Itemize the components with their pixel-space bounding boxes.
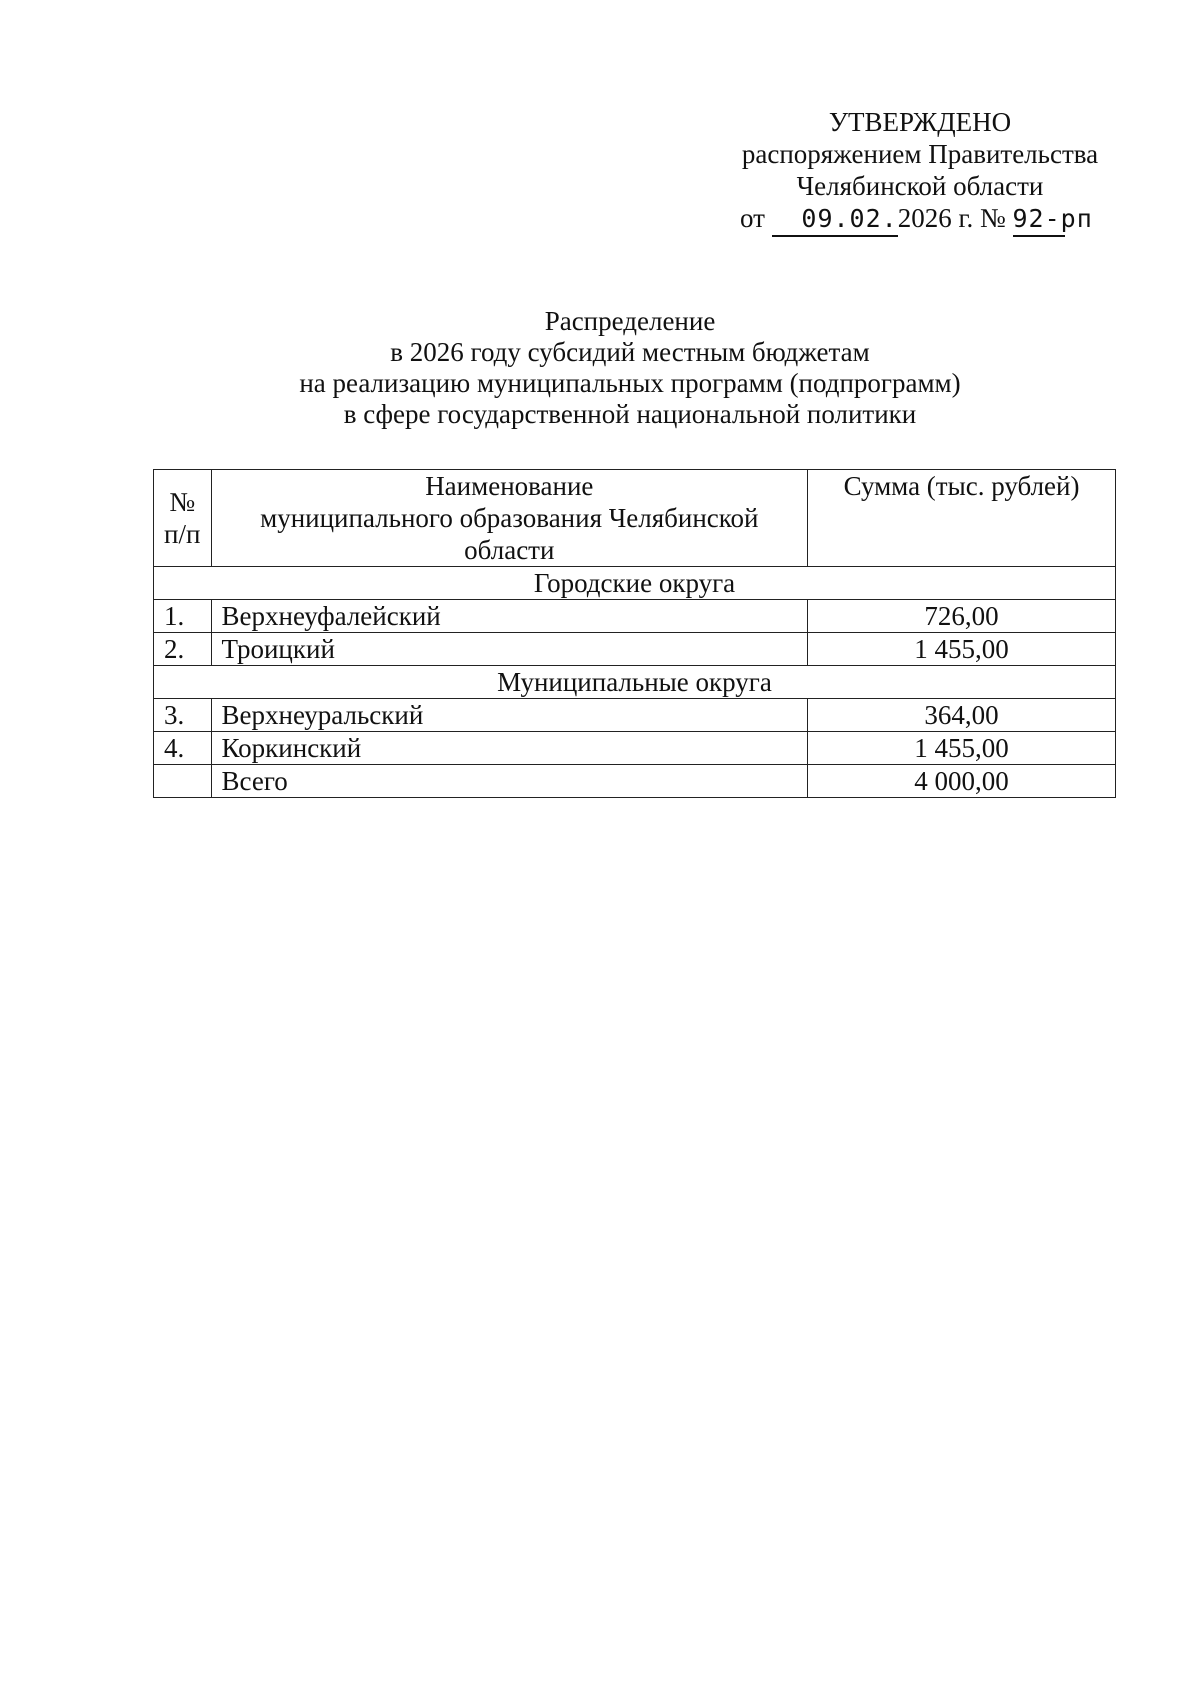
row-sum: 1 455,00 xyxy=(808,633,1116,666)
approval-heading: УТВЕРЖДЕНО xyxy=(828,107,1012,137)
table-row xyxy=(154,600,1116,633)
approval-line-1: распоряжением Правительства xyxy=(741,139,1099,169)
header-name-line-3: области xyxy=(464,535,555,565)
date-prefix: от xyxy=(740,203,765,233)
header-name-line-1: Наименование xyxy=(425,471,594,501)
distribution-table xyxy=(153,469,1116,798)
row-sum: 1 455,00 xyxy=(808,732,1116,765)
table-row xyxy=(154,633,1116,666)
row-sum: 726,00 xyxy=(808,600,1116,633)
title-line-2: в 2026 году субсидий местным бюджетам xyxy=(390,337,870,367)
year-text: 2026 г. № xyxy=(897,203,1006,233)
total-label: Всего xyxy=(211,765,808,798)
header-name-line-2: муниципального образования Челябинской xyxy=(260,503,759,533)
row-name: Верхнеуральский xyxy=(211,699,808,732)
table-header-row xyxy=(154,470,1116,567)
title-line-1: Распределение xyxy=(544,306,716,336)
table-row xyxy=(154,732,1116,765)
total-row xyxy=(154,765,1116,798)
row-name: Коркинский xyxy=(211,732,808,765)
approval-date-line xyxy=(700,202,1140,237)
date-value: 09.02. xyxy=(801,204,898,233)
row-name: Троицкий xyxy=(211,633,808,666)
total-sum: 4 000,00 xyxy=(808,765,1116,798)
header-number-line-2: п/п xyxy=(164,519,201,549)
table-row xyxy=(154,699,1116,732)
row-number: 3. xyxy=(154,699,212,732)
approval-line-2: Челябинской области xyxy=(796,171,1044,201)
row-number: 1. xyxy=(154,600,212,633)
total-number xyxy=(154,765,212,798)
header-sum: Сумма (тыс. рублей) xyxy=(808,470,1116,567)
number-field xyxy=(1012,202,1093,237)
section-row xyxy=(154,567,1116,600)
header-name xyxy=(211,470,808,567)
section-title: Городские округа xyxy=(154,567,1116,600)
header-number-line-1: № xyxy=(169,487,196,517)
section-title: Муниципальные округа xyxy=(154,666,1116,699)
row-name: Верхнеуфалейский xyxy=(211,600,808,633)
row-sum: 364,00 xyxy=(808,699,1116,732)
approval-stamp xyxy=(700,106,1140,237)
document-title xyxy=(150,306,1110,430)
title-line-3: на реализацию муниципальных программ (подпрограмм) xyxy=(299,368,961,398)
row-number: 2. xyxy=(154,633,212,666)
row-number: 4. xyxy=(154,732,212,765)
number-value: 92-рп xyxy=(1012,204,1093,233)
section-row xyxy=(154,666,1116,699)
header-number xyxy=(154,470,212,567)
title-line-4: в сфере государственной национальной политики xyxy=(343,399,917,429)
date-field xyxy=(772,202,898,237)
